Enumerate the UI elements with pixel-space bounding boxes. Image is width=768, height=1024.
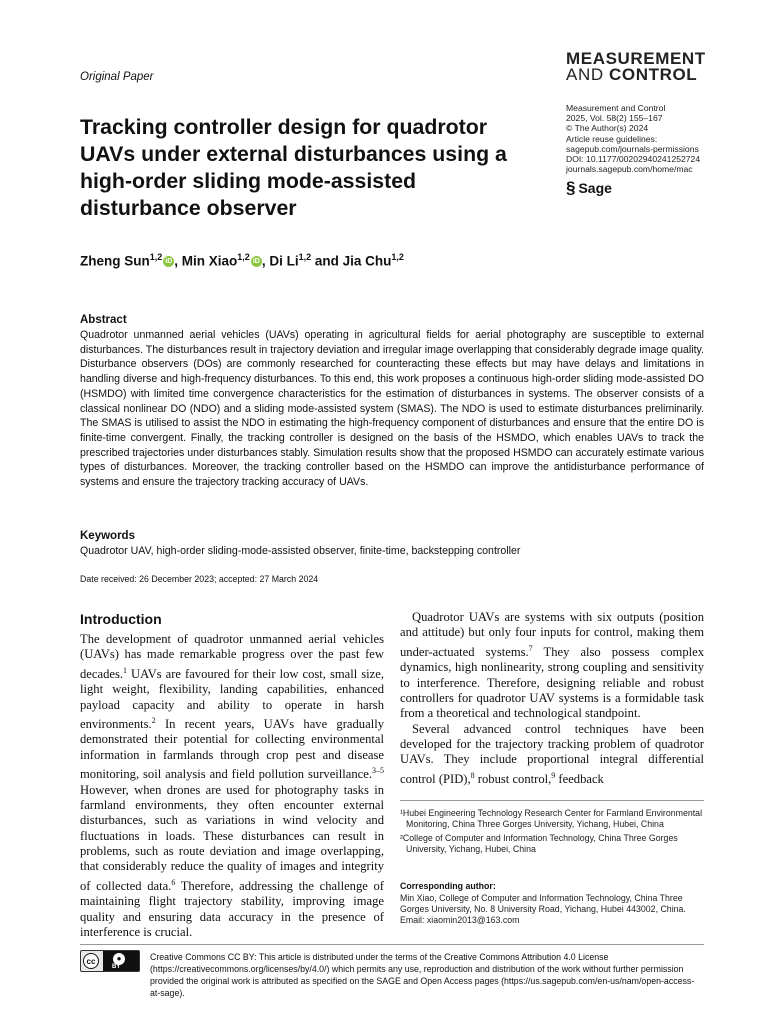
author-name: Min Xiao (181, 253, 238, 269)
text-run: robust control, (474, 771, 552, 786)
citation-ref[interactable]: 6 (171, 877, 176, 887)
citation-ref[interactable]: 8 (470, 770, 475, 780)
paper-type: Original Paper (80, 71, 154, 83)
text-run: In recent years, UAVs have gradually demonstrated their potential for collecting environmental information in farmlands through crop pest and disease monitoring, soil analysis and field pollution surveillance. (80, 717, 384, 782)
paper-title: Tracking controller design for quadrotor UAVs under external disturbances using a high-order sliding mode-assisted disturbance observer (80, 115, 507, 220)
license-divider (80, 944, 704, 945)
by-label: BY (112, 964, 121, 970)
corresponding-line: Min Xiao, College of Computer and Information Technology, China Three Gorges University, No. 8 University Road, Yichang, Hubei 443002, China. (400, 893, 686, 914)
keywords-text: Quadrotor UAV, high-order sliding-mode-assisted observer, finite-time, backstepping controller (80, 545, 521, 557)
journal-meta-line: © The Author(s) 2024 (566, 123, 649, 134)
affiliations (400, 808, 704, 858)
publisher-name: Sage (578, 180, 612, 196)
journal-meta (566, 103, 756, 174)
text-run: The development of quadrotor unmanned aerial vehicles (UAVs) has made remarkable progress over the past few decades. (80, 632, 384, 681)
corresponding-heading: Corresponding author: (400, 881, 496, 891)
text-run: Therefore, addressing the challenge of maintaining flight trajectory stability, improving image quality and ensuring data accuracy in the presence of interference is crucial. (80, 878, 384, 939)
journal-meta-line: Article reuse guidelines: (566, 133, 658, 144)
author-separator: , (174, 253, 182, 269)
publisher-logo (566, 178, 612, 198)
journal-brand-line2: AND CONTROL (566, 65, 698, 84)
intro-left-column (80, 632, 384, 940)
text-run: feedback (555, 771, 604, 786)
text-run: However, when drones are used for photography tasks in farmland environments, they often encounter external disturbances, such as variations in wind velocity and fluctuations in loads. These disturbances can result in problems, such as route deviation and image overlapping, that considerably reduce the quality of images and integrity of collected data. (80, 782, 384, 893)
citation-ref[interactable]: 1 (123, 665, 128, 675)
journal-meta-line: journals.sagepub.com/home/mac (566, 164, 693, 175)
orcid-icon[interactable]: iD (165, 258, 173, 266)
journal-meta-line: Measurement and Control (566, 103, 666, 113)
citation-ref[interactable]: 3–5 (372, 766, 384, 776)
text-run: Several advanced control techniques have been developed for the trajectory tracking problem of quadrotor UAVs. They include proportional integral differential control (PID), (400, 721, 704, 786)
person-icon: ● (113, 953, 125, 965)
journal-meta-line: sagepub.com/journals-permissions (566, 143, 699, 154)
intro-paragraph (80, 632, 384, 940)
text-run: They also possess complex dynamics, high nonlinearity, strong coupling and sensitivity to interference. Therefore, designing reliable and robust controllers for quadrotor UAV systems is a formidable task from a theoretical and technological standpoint. (400, 644, 705, 721)
journal-meta-line: 2025, Vol. 58(2) 155–167 (566, 113, 663, 124)
citation-ref[interactable]: 9 (551, 770, 556, 780)
intro-paragraph (400, 610, 704, 722)
license-text: Creative Commons CC BY: This article is distributed under the terms of the Creative Commons Attribution 4.0 License (https://creativecommons.org/licenses/by/4.0/) which permits any use, reproduction and distribution of the work without further permission provided the original work is attributed as specified on the SAGE and Open Access pages (https://us.sagepub.com/en-us/nam/open-access-at-sage). (150, 952, 695, 998)
sage-s-icon: § (566, 178, 576, 197)
affiliation-item: ¹Hubei Engineering Technology Research Center for Farmland Environmental Monitoring, China Three Gorges University, Yichang, Hubei, China (400, 808, 703, 829)
corresponding-author (400, 893, 704, 926)
journal-brand-line1: MEASUREMENT (566, 49, 706, 68)
abstract-text: Quadrotor unmanned aerial vehicles (UAVs) operating in agricultural fields for aerial photography are susceptible to external disturbances. The disturbances result in trajectory deviation and irregular image overlapping that considerably degrade image quality. Disturbance observers (DOs) are commonly researched for counteracting these effects but may have delays and limitations in handling diverse and high-frequency disturbances. To this end, this work proposes a continuous high-order sliding mode-assisted DO (HSMDO) with limited time convergence characteristics for the estimation of disturbances in systems. The observer consists of a classical nonlinear DO (NDO) and a sliding mode-assisted system (SMAS). The NDO is used to estimate disturbances preliminarily. The SMAS is utilised to assist the NDO in estimating the high-frequency component of disturbances and ensure that the entire DO is finite-time convergent. Finally, the tracking controller is designed on the basis of the HSMDO, which enables UAVs to track the prescribed trajectories under disturbances stably. Simulation results show that the proposed HSMDO can accurately estimate various types of disturbances. Moreover, the tracking controller based on the HSMDO can improve the antidisturbance performance of systems and ensure the trajectory tracking accuracy of UAVs. (80, 329, 704, 489)
author-separator: , (261, 253, 270, 269)
introduction-heading: Introduction (80, 611, 162, 627)
intro-right-column (400, 610, 704, 787)
citation-ref[interactable]: 2 (151, 715, 156, 725)
journal-meta-line: DOI: 10.1177/00202940241252724 (566, 154, 701, 165)
author-name: Zheng Sun (80, 253, 150, 269)
footnote-divider (400, 800, 704, 801)
text-run: Quadrotor UAVs are systems with six outputs (position and attitude) but only four inputs for control, making them under-actuated systems. (400, 610, 704, 659)
citation-ref[interactable]: 7 (528, 643, 533, 653)
keywords-heading: Keywords (80, 530, 135, 542)
journal-brand (566, 51, 706, 83)
author-name: Di Li (269, 253, 299, 269)
intro-paragraph (400, 722, 704, 788)
text-run: UAVs are favoured for their low cost, small size, light weight, flexibility, landing capabilities, enhanced payload capacity and ability to operate in harsh environments. (80, 666, 384, 732)
orcid-icon[interactable]: iD (252, 258, 260, 266)
author-name: Jia Chu (342, 253, 392, 269)
affiliation-item: ²College of Computer and Information Technology, China Three Gorges University, Yichang, Hubei, China (400, 833, 678, 854)
date-received: Date received: 26 December 2023; accepted: 27 March 2024 (80, 574, 319, 584)
author-affiliation-mark: 1,2 (298, 252, 312, 262)
abstract-heading: Abstract (80, 314, 127, 326)
author-affiliation-mark: 1,2 (391, 252, 404, 262)
author-separator: and (311, 253, 343, 269)
corresponding-line: Email: xiaomin2013@163.com (400, 915, 520, 925)
author-affiliation-mark: 1,2 (237, 252, 250, 262)
author-list (80, 252, 560, 269)
author-affiliation-mark: 1,2 (149, 252, 163, 262)
cc-icon: cc (83, 953, 99, 969)
